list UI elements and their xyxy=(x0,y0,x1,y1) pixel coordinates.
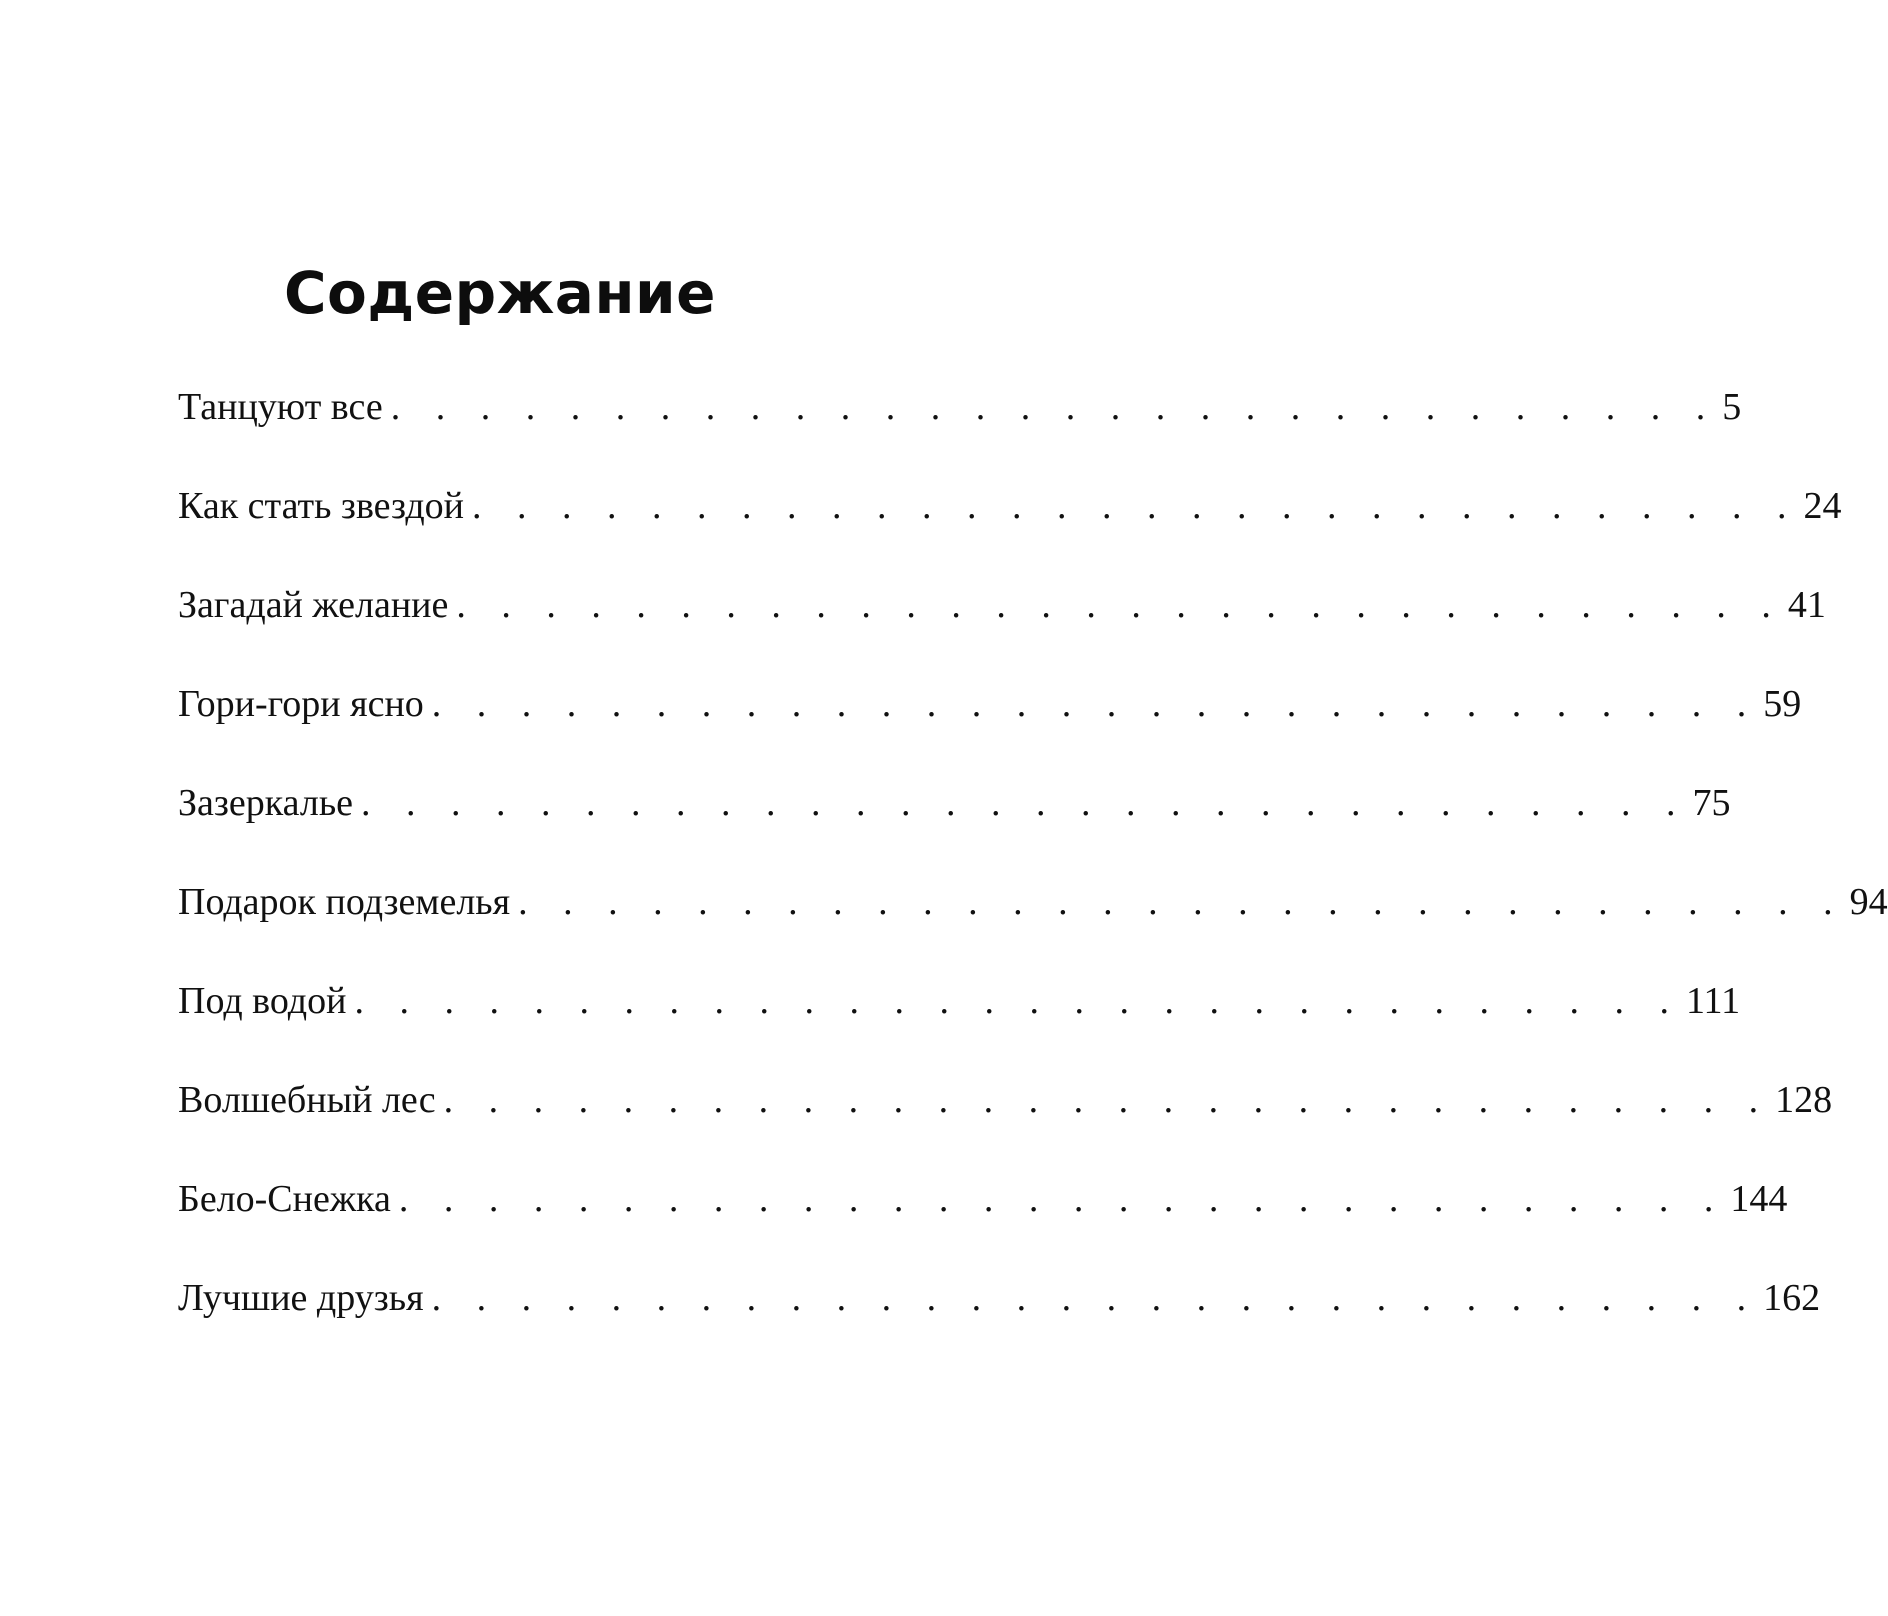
toc-entry-title: Бело-Снежка xyxy=(178,1178,391,1220)
dot-leader: . . . . . . . . . . . . . . . . . . . . . . . . . . . . . . xyxy=(398,1178,1727,1220)
toc-entry xyxy=(178,484,1842,583)
toc-entry xyxy=(178,781,1731,880)
toc-entry-page-number: 128 xyxy=(1775,1079,1833,1121)
dot-leader: . . . . . . . . . . . . . . . . . . . . . . . . . . . . . . xyxy=(431,1277,1760,1319)
toc-entry-page-number: 41 xyxy=(1787,584,1826,626)
toc-entry-page-number: 75 xyxy=(1692,782,1731,824)
toc-entry xyxy=(178,880,1888,979)
toc-entry-page-number: 162 xyxy=(1763,1277,1821,1319)
toc-entry-page-number: 111 xyxy=(1685,980,1741,1022)
toc-entry xyxy=(178,979,1741,1078)
toc-entry-title: Лучшие друзья xyxy=(178,1277,424,1319)
toc-entry-title: Зазеркалье xyxy=(178,782,354,824)
toc-entry-page-number: 144 xyxy=(1730,1178,1788,1220)
toc-entry-title: Гори-гори ясно xyxy=(178,683,424,725)
dot-leader: . . . . . . . . . . . . . . . . . . . . . . . . . . . . . . xyxy=(354,980,1682,1022)
toc-entry xyxy=(178,682,1802,781)
toc-entry-page-number: 5 xyxy=(1722,386,1742,428)
dot-leader: . . . . . . . . . . . . . . . . . . . . . . . . . . . . . . xyxy=(431,683,1760,725)
dot-leader: . . . . . . . . . . . . . . . . . . . . . . . . . . . . . . xyxy=(443,1079,1772,1121)
table-of-contents xyxy=(178,385,1888,1375)
toc-entry-page-number: 94 xyxy=(1849,881,1888,923)
dot-leader: . . . . . . . . . . . . . . . . . . . . . . . . . . . . . . xyxy=(390,386,1719,428)
page-title: Содержание xyxy=(283,258,716,327)
toc-entry xyxy=(178,1078,1833,1177)
toc-entry-title: Под водой xyxy=(178,980,347,1022)
dot-leader: . . . . . . . . . . . . . . . . . . . . . . . . . . . . . . xyxy=(518,881,1846,923)
toc-entry-title: Подарок подземелья xyxy=(178,881,511,923)
toc-entry-page-number: 59 xyxy=(1763,683,1802,725)
dot-leader: . . . . . . . . . . . . . . . . . . . . . . . . . . . . . . xyxy=(456,584,1784,626)
toc-entry-title: Танцуют все xyxy=(178,386,383,428)
toc-entry-title: Волшебный лес xyxy=(178,1079,436,1121)
toc-entry xyxy=(178,583,1826,682)
toc-entry-title: Как стать звездой xyxy=(178,485,464,527)
dot-leader: . . . . . . . . . . . . . . . . . . . . . . . . . . . . . . xyxy=(361,782,1689,824)
toc-entry-page-number: 24 xyxy=(1803,485,1842,527)
toc-entry xyxy=(178,1276,1821,1375)
dot-leader: . . . . . . . . . . . . . . . . . . . . . . . . . . . . . . xyxy=(471,485,1800,527)
toc-entry xyxy=(178,1177,1788,1276)
toc-entry xyxy=(178,385,1742,484)
toc-entry-title: Загадай желание xyxy=(178,584,449,626)
